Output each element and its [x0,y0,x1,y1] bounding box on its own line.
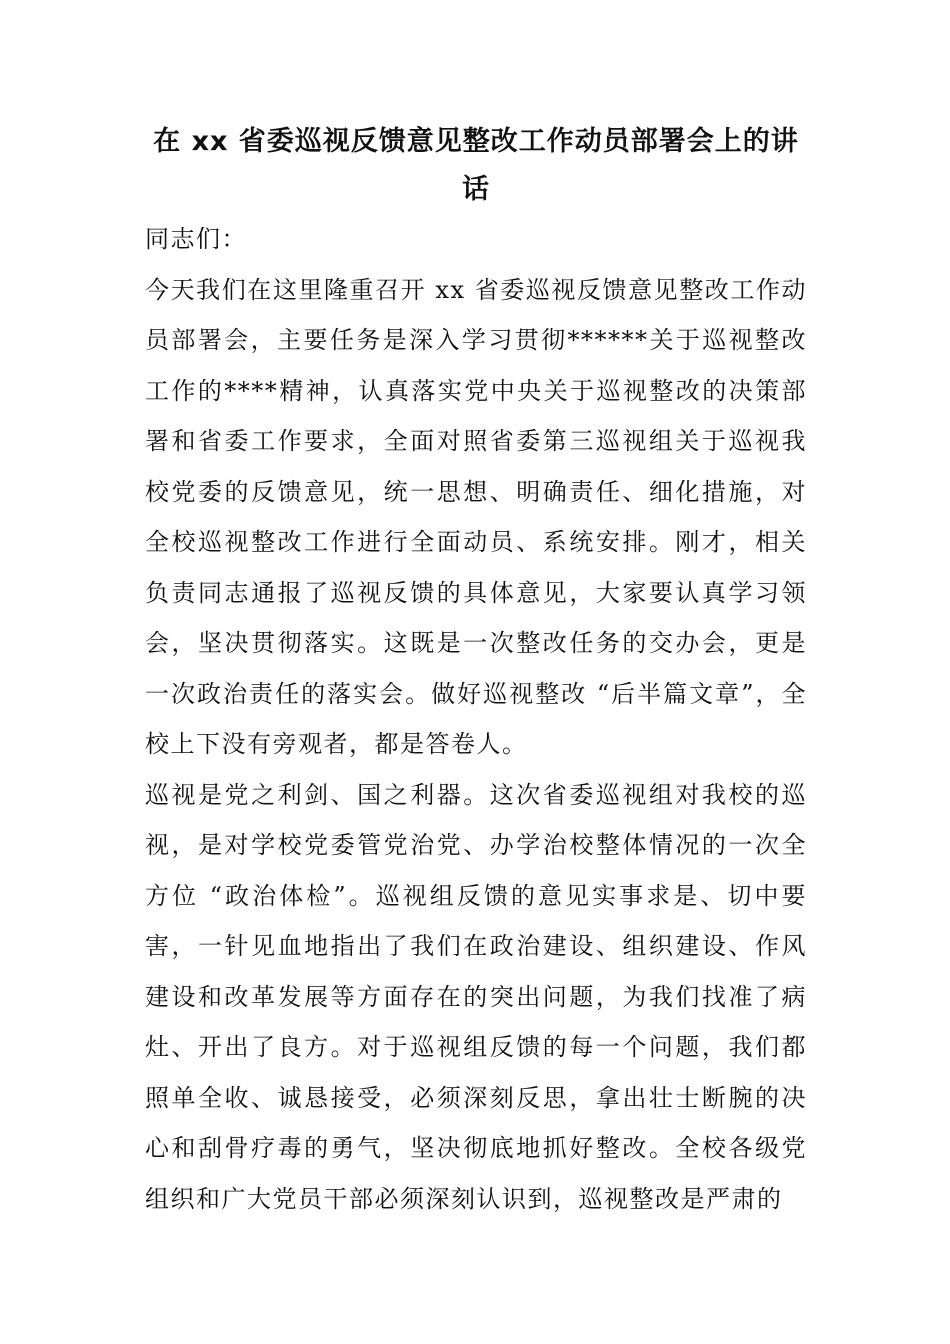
paragraph-2: 巡视是党之利剑、国之利器。这次省委巡视组对我校的巡视，是对学校党委管党治党、办学治校整体情况的一次全方位 “政治体检”。巡视组反馈的意见实事求是、切中要害，一针见血地指出了我们在政治建设、组织建设、作风建设和改革发展等方面存在的突出问题，为我们找准了病灶、开出了良方。对于巡视组反馈的每一个问题，我们都照单全收、诚恳接受，必须深刻反思，拿出壮士断腕的决心和刮骨疗毒的勇气，坚决彻底地抓好整改。全校各级党组织和广大党员干部必须深刻认识到，巡视整改是严肃的 [145,780,807,1213]
document-page [145,118,807,1224]
salutation: 同志们： [145,225,247,253]
paragraph-1: 今天我们在这里隆重召开 xx 省委巡视反馈意见整改工作动员部署会，主要任务是深入学习贯彻******关于巡视整改工作的****精神，认真落实党中央关于巡视整改的决策部署和省委工作要求，全面对照省委第三巡视组关于巡视我校党委的反馈意见，统一思想、明确责任、细化措施，对全校巡视整改工作进行全面动员、系统安排。刚才，相关负责同志通报了巡视反馈的具体意见，大家要认真学习领会，坚决贯彻落实。这既是一次整改任务的交办会，更是一次政治责任的落实会。做好巡视整改 “后半篇文章”，全校上下没有旁观者，都是答卷人。 [145,275,807,758]
document-title: 在 xx 省委巡视反馈意见整改工作动员部署会上的讲话 [153,126,799,205]
